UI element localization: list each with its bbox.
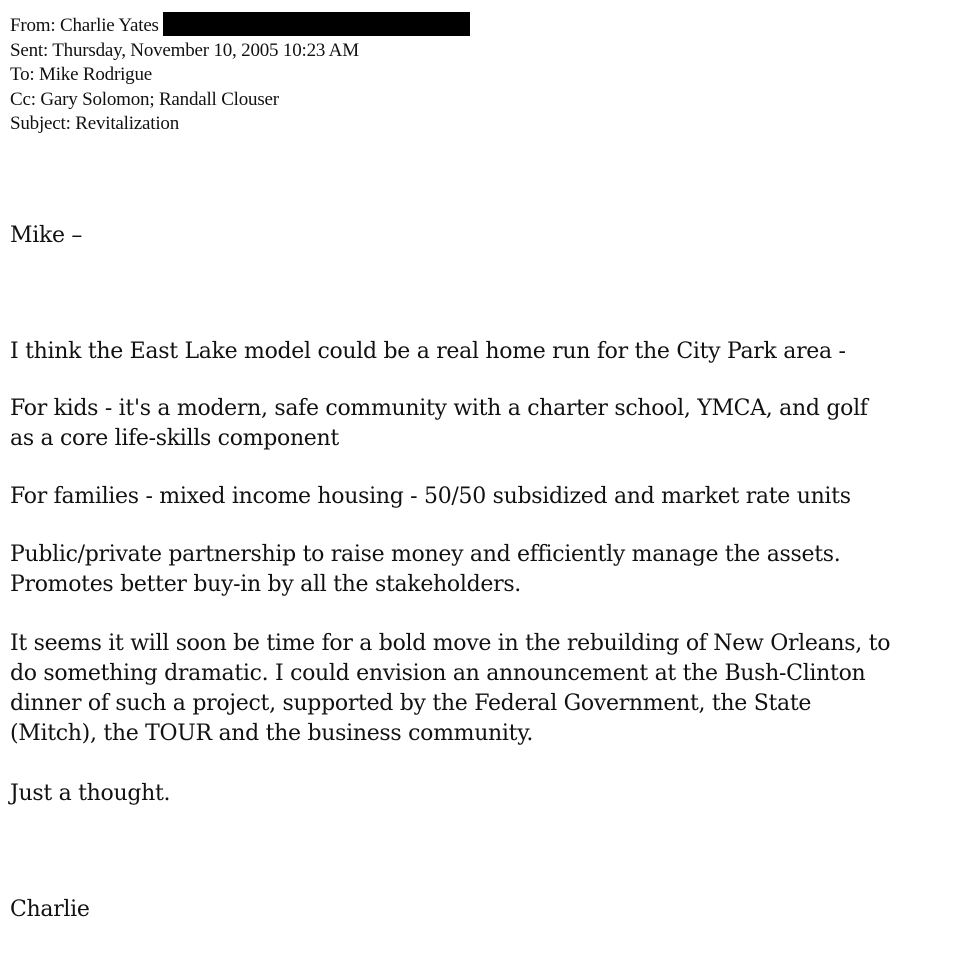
cc-label: Cc:	[10, 88, 36, 110]
to-value: Mike Rodrigue	[39, 64, 152, 85]
redaction-bar	[163, 12, 470, 36]
paragraph-bold-move-line-2: do something dramatic. I could envision an announcement at the Bush-Clinton	[10, 661, 866, 686]
from-label: From:	[10, 15, 56, 36]
paragraph-bold-move-line-3: dinner of such a project, supported by the Federal Government, the State	[10, 691, 812, 716]
subject-label: Subject:	[10, 113, 71, 134]
cc-line	[10, 88, 470, 113]
sent-value: Thursday, November 10, 2005 10:23 AM	[52, 39, 359, 61]
subject-line	[10, 112, 470, 137]
paragraph-bold-move	[10, 629, 955, 749]
from-line	[10, 12, 470, 39]
sent-line	[10, 39, 470, 64]
paragraph-thought: Just a thought.	[10, 781, 171, 806]
paragraph-families: For families - mixed income housing - 50/50 subsidized and market rate units	[10, 484, 851, 509]
paragraph-partnership	[10, 540, 955, 600]
paragraph-kids-line-1: For kids - it's a modern, safe community with a charter school, YMCA, and golf	[10, 396, 868, 421]
paragraph-partnership-line-1: Public/private partnership to raise money and efficiently manage the assets.	[10, 542, 841, 567]
paragraph-kids-line-2: as a core life-skills component	[10, 426, 339, 451]
salutation: Mike –	[10, 223, 83, 248]
sent-label: Sent:	[10, 39, 49, 61]
paragraph-bold-move-line-1: It seems it will soon be time for a bold move in the rebuilding of New Orleans, to	[10, 631, 891, 656]
from-value: Charlie Yates	[60, 15, 159, 36]
cc-value: Gary Solomon; Randall Clouser	[40, 88, 279, 110]
paragraph-bold-move-line-4: (Mitch), the TOUR and the business community.	[10, 721, 534, 746]
signature: Charlie	[10, 897, 90, 922]
paragraph-east-lake: I think the East Lake model could be a real home run for the City Park area -	[10, 339, 846, 364]
email-header	[10, 12, 470, 137]
paragraph-kids	[10, 394, 955, 454]
to-label: To:	[10, 64, 35, 85]
subject-value: Revitalization	[75, 113, 180, 134]
paragraph-partnership-line-2: Promotes better buy-in by all the stakeholders.	[10, 572, 522, 597]
to-line	[10, 63, 470, 88]
